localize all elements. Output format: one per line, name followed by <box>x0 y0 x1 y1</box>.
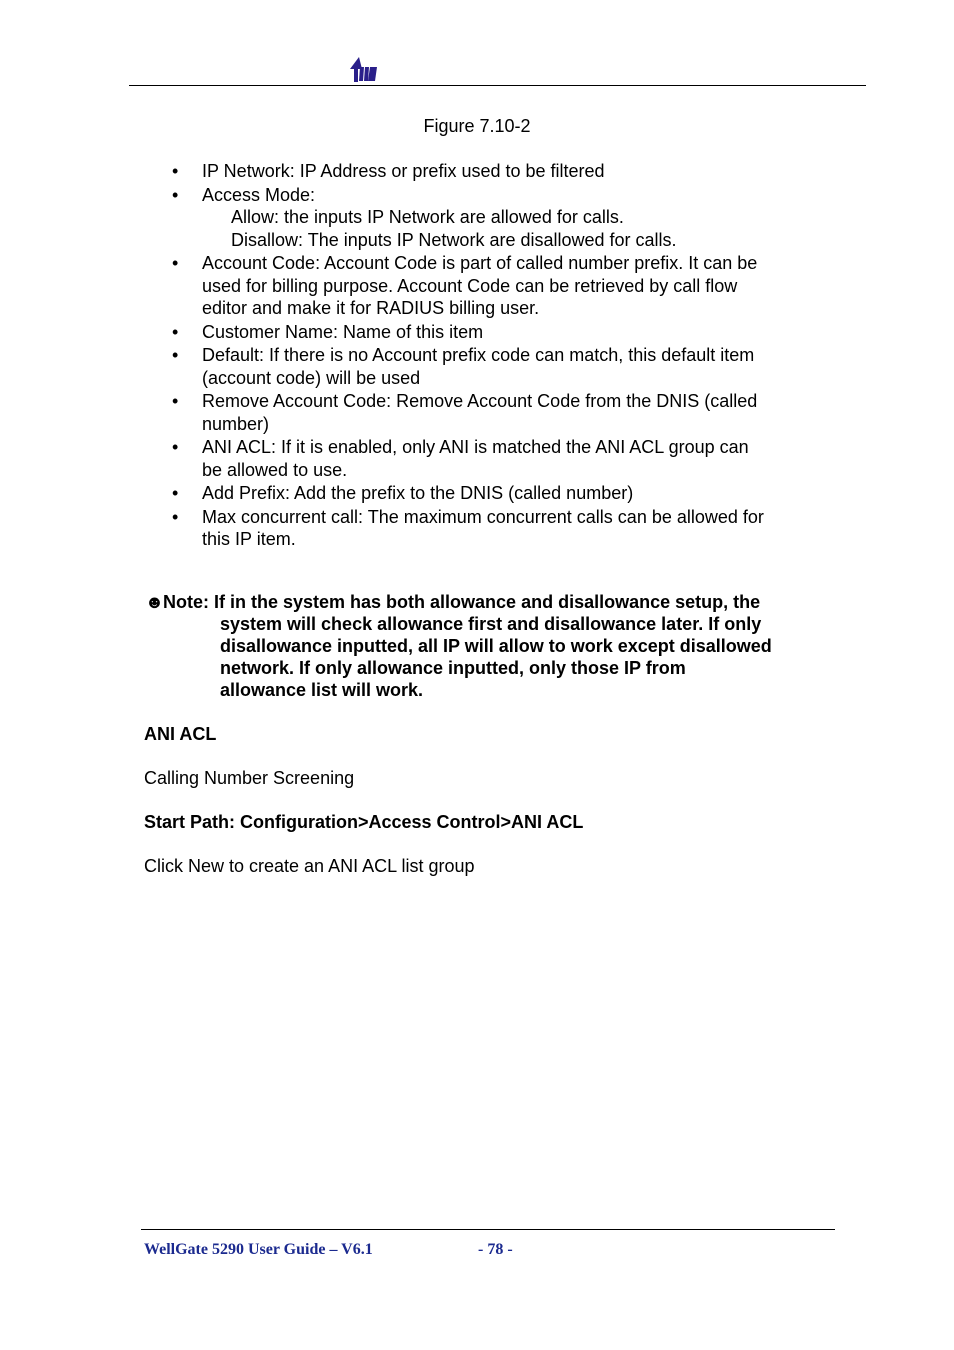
footer-divider <box>141 1229 835 1230</box>
list-item: • Customer Name: Name of this item <box>172 321 484 342</box>
note-line: system will check allowance first and disallowance later. If only <box>220 614 762 634</box>
note-block <box>145 591 825 701</box>
sub-item: Allow: the inputs IP Network are allowed for calls. <box>231 207 624 227</box>
section-title: ANI ACL <box>144 724 217 744</box>
list-item: • IP Network: IP Address or prefix used to be filtered <box>172 161 605 181</box>
footer-title: WellGate 5290 User Guide – V6.1 <box>144 1241 373 1258</box>
list-item: • Add Prefix: Add the prefix to the DNIS (called number) <box>172 483 634 503</box>
list-item: • Default: If there is no Account prefix code can match, this default item (account code) will be used <box>172 345 755 388</box>
list-item: • Access Mode: Allow: the inputs IP Network are allowed for calls. Disallow: The inputs IP Network are disallowed for calls. <box>172 184 812 252</box>
note-line: network. If only allowance inputted, only those IP from <box>220 658 686 678</box>
figure-caption: Figure 7.10-2 <box>423 116 531 136</box>
smiley-icon: ☻ <box>145 592 164 612</box>
sub-item: Disallow: The inputs IP Network are disallowed for calls. <box>231 229 677 250</box>
list-item: • ANI ACL: If it is enabled, only ANI is matched the ANI ACL group can be allowed to use. <box>172 437 749 480</box>
note-line: disallowance inputted, all IP will allow to work except disallowed <box>220 636 772 656</box>
list-item: • Account Code: Account Code is part of called number prefix. It can be used for billing purpose. Account Code can be retrieved by call flow editor and make it for RADIUS billing user. <box>172 253 758 318</box>
wellgate-logo-icon <box>348 55 380 83</box>
start-path: Start Path: Configuration>Access Control>ANI ACL <box>144 812 584 832</box>
note-line: allowance list will work. <box>220 680 424 700</box>
list-item: • Max concurrent call: The maximum concurrent calls can be allowed for this IP item. <box>172 506 764 549</box>
list-item: • Remove Account Code: Remove Account Code from the DNIS (called number) <box>172 391 758 434</box>
bullet-list <box>172 160 812 552</box>
instruction-text: Click New to create an ANI ACL list group <box>144 856 475 876</box>
header-divider <box>129 85 866 86</box>
section-subtitle: Calling Number Screening <box>144 768 355 788</box>
note-first-line: Note: If in the system has both allowance and disallowance setup, the <box>163 592 761 612</box>
page-number: - 78 - <box>478 1241 513 1258</box>
